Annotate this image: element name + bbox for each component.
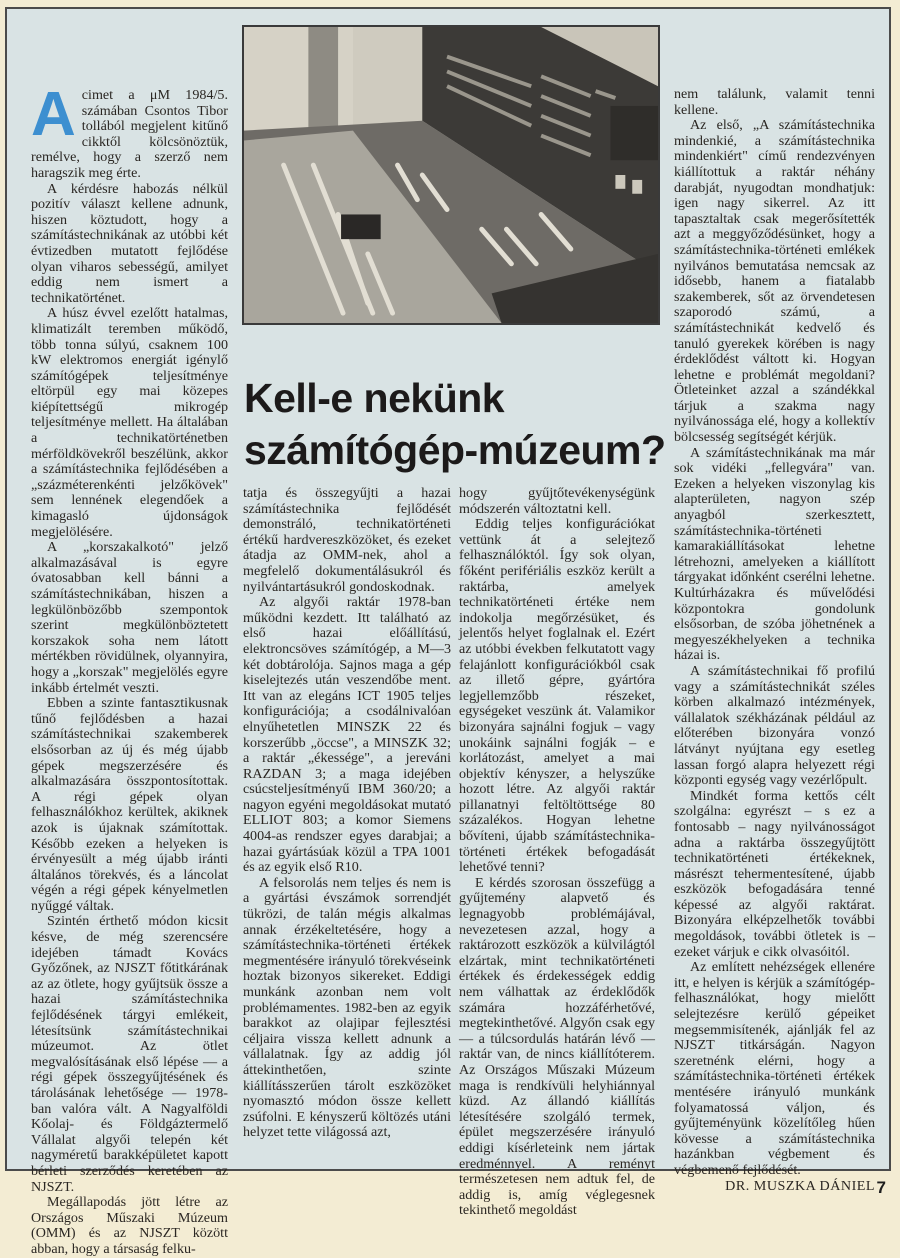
- paragraph: Szintén érthető módon kicsit késve, de még szerencsére idejében támadt Kovács Győzőnek, az NJSZT főtitkárának az az ötlete, hogy gyűjtsük össze a hazai számítástechnika fejlődésének tárgyi emlékeit, létesítsünk számítástechnikai múzeumot. Az ötlet megvalósításának első lépése — a régi gépek összegyűjtésének és tárolásának lehetősége — 1978-ban valóra vált. A Nagyalföldi Kőolaj- és Földgáztermelő Vállalat algyői telepén két nagyméretű barakképületet kapott bérleti szerződés keretében az NJSZT.: [31, 913, 228, 1195]
- paragraph: Mindkét forma kettős célt szolgálna: egyrészt – s ez a fontosabb – nagy nyilvánosságot adna a raktárba összegyűjtött technikatörténeti értékeknek, másrészt tehermentesítené, újabb eszközök befogadására tenné képessé az algyői raktárat. Bizonyára elképzelhetők további megoldások, további ötletek is – ezeket várjuk e cikk olvasóitól.: [674, 787, 875, 960]
- article-title: [244, 372, 674, 476]
- drop-cap: A: [31, 80, 76, 149]
- paragraph: Acimet a μM 1984/5. számában Csontos Tibor tollából megjelent kitűnő cikktől kölcsönöztük, remélve, hogy a szerző nem haragszik meg érte.: [31, 80, 228, 181]
- paragraph: E kérdés szorosan összefügg a gyűjtemény alapvető és legnagyobb problémájával, nevezetesen azzal, hogy a raktározott eszközök a külvilágtól elzártak, mint technikatörténeti értékek és érdekességek eddig nem válhattak az érdeklődők számára hozzáférhetővé, megtekinthetővé. Algyőn csak egy — a túlcsordulás határán lévő — raktár van, de nincs kiállítóterem. Az Országos Műszaki Múzeum maga is rendkívüli helyhiánnyal küzd. Az állandó kiállítás létesítésére szolgáló termek, épület megszerzésére irányuló eddigi kísérleteink nem jártak eredménnyel. A reményt természetesen nem adtuk fel, de addig is, amíg véglegesnek tekinthető megoldást: [459, 874, 655, 1219]
- paragraph: Az algyői raktár 1978-ban működni kezdett. Itt található az első hazai előállítású, elektroncsöves számítógép, a M—3 két dobtárolója. Sajnos maga a gép kiselejtezés után veszendőbe ment. Itt van az elegáns ICT 1905 teljes konfigurációja; a csodálnivalóan elnyűhetetlen MINSZK 22 és korszerűbb „öccse", a MINSZK 32; a raktár „ékessége", a jereváni RAZDAN 3; a maga idejében csúcsteljesítményű IBM 360/20; a nagyon egyéni megoldásokat mutató ELLIOT 803; a komor Siemens 4004-as rendszer egyes darabjai; a hazai gyártásúak közül a TPA 1001 és az egyik első R10.: [243, 594, 451, 876]
- paragraph: A „korszakalkotó" jelző alkalmazásával is egyre óvatosabban kell bánni a számítástechnikában, hiszen a legkülönbözőbb szempontok szerint megkülönböztetett korszakok soha nem látott mértékben rövidülnek, olyannyira, hogy a „korszak" megjelölés egyre inkább értelmét veszti.: [31, 539, 228, 696]
- page-number: 7: [876, 1178, 886, 1197]
- paragraph: A felsorolás nem teljes és nem is a gyártási évszámok sorrendjét tükrözi, de talán mégis alkalmas annak érzékeltetésére, hogy a számítástechnika-történeti értékek megmentésére irányuló törekvéseink hoztak bizonyos sikereket. Eddigi munkánk azonban nem volt problémamentes. 1982-ben az egyik barakkot az olajipar fejlesztési céljaira vissza kellett adnunk a vállalatnak. Így az addig jól áttekinthetően, szinte kiállításszerűen tárolt eszközöket nyomasztó módon össze kellett zsúfolni. E kényszerű költözés utáni helyzet tette világossá azt,: [243, 874, 451, 1141]
- text-column-1: [31, 80, 228, 1258]
- paragraph: Az említett nehézségek ellenére itt, e helyen is kérjük a számítógép-felhasználókat, hogy mielőtt selejtezésre kerülő gépeiket megsemmisítenék, ajánlják fel az NJSZT titkárságán. Nagyon szeretnénk elérni, hogy a számítástechnika-történeti értékek mentésére irányuló munkánk folyamatossá váljon, és gyűjteményünk közelítőleg hűen kövesse a számítástechnika hazánkban végbement és végbemenő fejlődését.: [674, 959, 875, 1178]
- paragraph: Megállapodás jött létre az Országos Műszaki Múzeum (OMM) és az NJSZT között abban, hogy a társaság felku-: [31, 1194, 228, 1257]
- paragraph: A húsz évvel ezelőtt hatalmas, klimatizált teremben működő, több tonna súlyú, csaknem 100 kW elektromos energiát igénylő számítógépek teljesítménye eltörpül egy mai közepes kiépítettségű mikrogép teljesítménye mellett. Ha általában a technikatörténetben mérföldkövekről beszélünk, akkor a számítástechnika fejlődésében a „százméterenkénti jelzőkövek" sem lennének elegendőek a kimagasló újdonságok megjelölésére.: [31, 305, 228, 540]
- paragraph: nem találunk, valamit tenni kellene.: [674, 86, 875, 118]
- paragraph: A számítástechnikának ma már sok vidéki „fellegvára" van. Ezeken a helyeken viszonylag kis alapterületen, nagyon szép anyagból szerkesztett, számítástechnika-történeti kamarakiállításokat lehetne létrehozni, amelyeken a kiállított tárgyakat időnként cserélni lehetne. Kultúrházakra és művelődési központokra gondolunk elsősorban, de szóba jöhetnének a megyeszékhelyeken a technika házai is.: [674, 444, 875, 664]
- text-column-3: [459, 486, 655, 1219]
- paragraph: A számítástechnikai fő profilú vagy a számítástechnikát széles körben alkalmazó intézmények, vállalatok székházának például az előterében bizonyára vonzó látványt nyújtana egy esetleg lassan forgó alapra helyezett régi központi egység vagy vezérlőpult.: [674, 662, 875, 789]
- paragraph: Az első, „A számítástechnika mindenkié, a számítástechnika mindenkiért" című rendezvényen kiállítottuk a raktár néhány darabját, nyugodtan mondhatjuk: igen nagy sikerrel. Az itt tapasztaltak csak megerősítették azt a meggyőződésünket, hogy a számítástechnika-történeti emlékek nyilvános bemutatása nemcsak az idősebb, hanem a fiatalabb szakemberek, sőt az örvendetesen szaporodó számú, a számítástechnikát kedvelő és tanuló gyerekek körében is nagy érdeklődést váltott ki. Hogyan lehetne e problémát megoldani? Ötleteinket azzal a szándékkal tárjuk a szakma nagy nyilvánossága elé, hogy a kollektív bölcsesség segítségét kérjük.: [674, 117, 875, 446]
- author-signature: DR. MUSZKA DÁNIEL: [725, 1177, 875, 1194]
- paragraph: Eddig teljes konfigurációkat vettünk át a selejtező felhasználóktól. Így sok olyan, főként perifériális eszköz került a raktárba, amelyek technikatörténeti értéke nem indokolja megőrzésüket, és jelentős helyet foglalnak el. Ezért az utóbbi években felkutatott vagy felajánlott konfigurációkból csak az illető gépre, gyártóra legjellemzőbb részeket, egységeket veszünk át. Valamikor bizonyára sajnálni fogjuk – vagy unokáink sajnálni fogják – e korlátozást, amelyet a mai objektív kényszer, a helyszűke hozott létre. Az algyői raktár pillanatnyi feltöltöttsége 80 százalékos. Hogyan lehetne bővíteni, újabb számítástechnika-történeti értékek befogadását lehetővé tenni?: [459, 516, 655, 876]
- paragraph: hogy gyűjtőtevékenységünk módszerén változtatni kell.: [459, 485, 655, 517]
- paragraph: A kérdésre habozás nélkül pozitív választ kellene adnunk, hiszen köztudott, hogy a számítástechnikának az utóbbi két évtizedben mutatott fejlődése olyan viharos sebességű, amilyet eddig nem ismert a technikatörténet.: [31, 180, 228, 306]
- text-column-4: [674, 87, 875, 1194]
- paragraph: Ebben a szinte fantasztikusnak tűnő fejlődésben a hazai számítástechnikai szakemberek elsősorban az új és még újabb gépek megszerzésére és alkalmazására összpontosítottak. A régi gépek olyan felhasználókhoz kerültek, akiknek azok is újaknak számítottak. Később ezeken a helyeken is érvényesült a még újabb iránti általános törekvés, és a láncolat végén a régi gépek kényelmetlen nyűggé váltak.: [31, 695, 228, 914]
- paragraph: tatja és összegyűjti a hazai számítástechnika fejlődését demonstráló, technikatörténeti értékű hardvereszközöket, és ezeket átadja az OMM-nek, ahol a megfelelő dokumentálásukról és nyilvántartásukról gondoskodnak.: [243, 485, 451, 595]
- title-line-2: számítógép-múzeum?: [244, 427, 666, 474]
- article-photo: [242, 25, 660, 325]
- title-line-1: Kell-e nekünk: [244, 375, 505, 422]
- computer-console-image: [244, 27, 658, 323]
- text-column-2: [243, 486, 451, 1141]
